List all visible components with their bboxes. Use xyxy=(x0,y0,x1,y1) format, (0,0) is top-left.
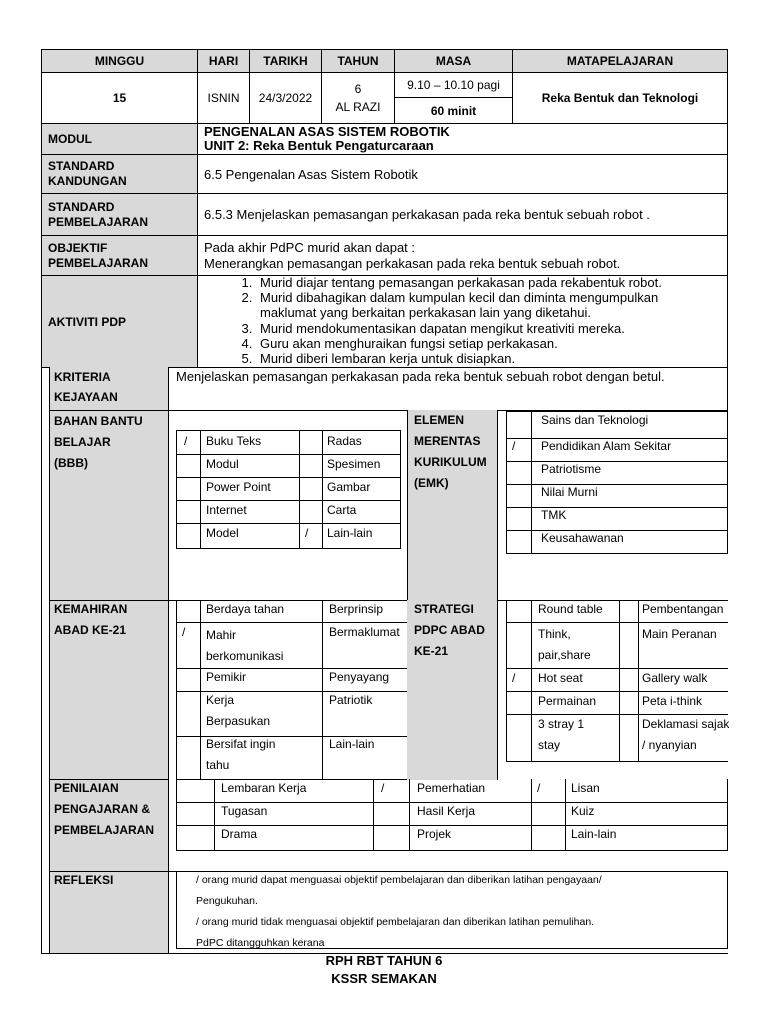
objektif-label-1: OBJEKTIF xyxy=(48,240,108,255)
penilaian-item: Pemerhatian xyxy=(417,781,486,795)
abad21-label xyxy=(54,599,166,641)
refleksi-line: / orang murid tidak menguasai objektif pembelajaran dan diberikan latihan pemulihan. xyxy=(196,916,595,928)
strategi-item xyxy=(538,624,591,666)
standard-pembelajaran-label xyxy=(41,193,198,236)
emk-label-1: ELEMEN xyxy=(414,413,465,427)
standard-kandungan-label-2: KANDUNGAN xyxy=(48,174,127,188)
emk-label-2: MERENTAS xyxy=(414,434,481,448)
grid-line xyxy=(507,622,728,623)
grid-line xyxy=(177,802,727,803)
modul-value xyxy=(197,123,728,155)
strategi-item-line: pair,share xyxy=(538,648,591,662)
grid-line xyxy=(531,779,532,850)
abad21-item-line: berkomunikasi xyxy=(206,649,284,663)
grid-line xyxy=(177,825,727,826)
tarikh-value: 24/3/2022 xyxy=(249,72,322,124)
penilaian-item: Projek xyxy=(417,827,452,841)
grid-line xyxy=(507,668,728,669)
penilaian-item: Tugasan xyxy=(221,804,268,818)
emk-item: TMK xyxy=(541,508,567,522)
bbb-label-2: BELAJAR xyxy=(54,435,111,449)
refleksi-line: PdPC ditangguhkan kerana xyxy=(196,937,325,949)
emk-label-4: (EMK) xyxy=(414,476,449,490)
strategi-item-line: Deklamasi sajak xyxy=(642,717,730,731)
bbb-item: Radas xyxy=(327,434,362,448)
bbb-item: Model xyxy=(206,526,239,540)
strategi-item: Main Peranan xyxy=(642,627,717,641)
grid-line xyxy=(507,691,728,692)
aktiviti-item: 3. Murid mendokumentasikan dapatan mengikut kreativiti mereka. xyxy=(256,321,727,336)
penilaian-item: Kuiz xyxy=(571,804,595,818)
hari-value: ISNIN xyxy=(197,72,250,124)
emk-item: Nilai Murni xyxy=(541,485,598,499)
modul-unit: UNIT 2: Reka Bentuk Pengaturcaraan xyxy=(204,138,434,153)
kriteria-label-2: KEJAYAAN xyxy=(54,390,118,404)
bbb-tick: / xyxy=(184,434,188,448)
aktiviti-label: AKTIVITI PDP xyxy=(41,275,198,368)
objektif-label-2: PEMBELAJARAN xyxy=(48,255,149,270)
grid-line xyxy=(531,412,532,553)
bbb-label xyxy=(54,411,166,474)
header-tarikh-label: TARIKH xyxy=(249,49,322,73)
strategi-item: Pembentangan xyxy=(642,602,724,616)
standard-kandungan-label xyxy=(41,154,198,194)
grid-line xyxy=(214,779,215,850)
penilaian-tick: / xyxy=(537,781,541,795)
emk-label xyxy=(414,410,498,494)
masa-duration: 60 minit xyxy=(394,97,513,124)
bbb-tick: / xyxy=(305,526,309,540)
strategi-item: Gallery walk xyxy=(642,671,708,685)
abad21-item: Berprinsip xyxy=(329,602,384,616)
penilaian-item: Lisan xyxy=(571,781,600,795)
penilaian-label-1: PENILAIAN xyxy=(54,781,119,795)
refleksi-line: Pengukuhan. xyxy=(196,895,258,907)
bbb-item: Internet xyxy=(206,503,247,517)
emk-tick: / xyxy=(512,439,516,453)
emk-item: Pendidikan Alam Sekitar xyxy=(541,439,672,453)
objektif-intro: Pada akhir PdPC murid akan dapat : xyxy=(204,239,416,255)
strategi-label-2: PDPC ABAD xyxy=(414,623,485,637)
standard-pembelajaran-value: 6.5.3 Menjelaskan pemasangan perkakasan pada reka bentuk sebuah robot . xyxy=(197,193,728,236)
bbb-label-1: BAHAN BANTU xyxy=(54,414,143,428)
grid-line xyxy=(507,461,727,462)
abad21-item: Patriotik xyxy=(329,693,373,707)
abad21-item-line: Bersifat ingin xyxy=(206,737,276,751)
standard-kandungan-label-1: STANDARD xyxy=(48,159,115,173)
kriteria-value: Menjelaskan pemasangan perkakasan pada reka bentuk sebuah robot dengan betul. xyxy=(168,367,728,411)
aktiviti-list xyxy=(198,275,727,366)
strategi-item: Round table xyxy=(538,602,603,616)
header-hari-label: HARI xyxy=(197,49,250,73)
penilaian-item: Lain-lain xyxy=(571,827,617,841)
strategi-item xyxy=(642,714,729,756)
penilaian-label-2: PENGAJARAN & xyxy=(54,802,151,816)
grid-line xyxy=(177,500,400,501)
kriteria-label xyxy=(54,367,166,407)
grid-line xyxy=(177,622,407,623)
abad21-item: Penyayang xyxy=(329,670,390,684)
strategi-label xyxy=(414,599,498,662)
emk-item: Sains dan Teknologi xyxy=(541,413,649,427)
penilaian-item: Drama xyxy=(221,827,258,841)
bbb-item: Carta xyxy=(327,503,357,517)
strategi-item-line: stay xyxy=(538,738,561,752)
minggu-value: 15 xyxy=(41,72,198,124)
abad21-item xyxy=(206,734,275,776)
bbb-item: Gambar xyxy=(327,480,371,494)
footer-subtitle: KSSR SEMAKAN xyxy=(331,971,437,986)
abad21-label-2: ABAD KE-21 xyxy=(54,623,127,637)
grid-line xyxy=(638,600,639,761)
abad21-item-line: Kerja xyxy=(206,693,235,707)
grid-line xyxy=(177,668,407,669)
emk-item: Patriotisme xyxy=(541,462,602,476)
tahun-value xyxy=(321,72,395,124)
grid-line xyxy=(531,600,532,761)
footer-title: RPH RBT TAHUN 6 xyxy=(325,953,443,968)
header-minggu-label: MINGGU xyxy=(41,49,198,73)
strategi-item xyxy=(538,714,584,756)
emk-item: Keusahawanan xyxy=(541,531,624,545)
abad21-item: Bermaklumat xyxy=(329,625,400,639)
bbb-label-3: (BBB) xyxy=(54,456,88,470)
tahun-class: AL RAZI xyxy=(335,100,381,114)
penilaian-label-3: PEMBELAJARAN xyxy=(54,823,155,837)
bbb-item: Spesimen xyxy=(327,457,381,471)
penilaian-tick: / xyxy=(381,781,385,795)
grid-line xyxy=(299,431,300,548)
grid-line xyxy=(322,600,323,779)
penilaian-label xyxy=(54,778,166,841)
aktiviti-item: 4. Guru akan menghuraikan fungsi setiap perkakasan. xyxy=(256,336,727,351)
grid-line xyxy=(200,600,201,779)
abad21-item-line: Mahir xyxy=(206,628,237,642)
emk-label-3: KURIKULUM xyxy=(414,455,487,469)
strategi-item-line: 3 stray 1 xyxy=(538,717,585,731)
aktiviti-item: 2. Murid dibahagikan dalam kumpulan kecil dan diminta mengumpulkan maklumat yang berkaitan perkakasan lain yang diketahui. xyxy=(256,290,727,320)
bbb-item: Lain-lain xyxy=(327,526,373,540)
grid-line xyxy=(177,523,400,524)
objektif-label xyxy=(41,235,198,276)
abad21-item xyxy=(206,625,283,667)
grid-line xyxy=(409,779,410,850)
header-masa-label: MASA xyxy=(394,49,513,73)
strategi-item: Peta i-think xyxy=(642,694,703,708)
header-tahun-label: TAHUN xyxy=(321,49,395,73)
strategi-label-3: KE-21 xyxy=(414,644,449,658)
tahun-number: 6 xyxy=(354,82,362,96)
objektif-value xyxy=(197,235,728,276)
strategi-item-line: / nyanyian xyxy=(642,738,697,752)
matapelajaran-value: Reka Bentuk dan Teknologi xyxy=(512,72,728,124)
modul-label: MODUL xyxy=(41,123,198,155)
bbb-item: Buku Teks xyxy=(206,434,262,448)
abad21-item xyxy=(206,690,270,732)
strategi-item: Permainan xyxy=(538,694,597,708)
strategi-item-line: Think, xyxy=(538,627,571,641)
grid-line xyxy=(177,454,400,455)
abad21-item: Berdaya tahan xyxy=(206,602,285,616)
grid-line xyxy=(200,431,201,548)
abad21-item-line: Berpasukan xyxy=(206,714,271,728)
abad21-item-line: tahu xyxy=(206,758,230,772)
refleksi-text xyxy=(196,870,726,954)
penilaian-item: Hasil Kerja xyxy=(417,804,476,818)
masa-time: 9.10 – 10.10 pagi xyxy=(394,72,513,98)
abad21-label-1: KEMAHIRAN xyxy=(54,602,128,616)
bbb-item: Power Point xyxy=(206,480,271,494)
header-matapelajaran-label: MATAPELAJARAN xyxy=(512,49,728,73)
aktiviti-list-cell xyxy=(197,275,728,368)
footer xyxy=(0,952,768,988)
refleksi-line: / orang murid dapat menguasai objektif pembelajaran dan diberikan latihan pengayaan/ xyxy=(196,874,602,886)
grid-line xyxy=(373,779,374,850)
modul-title: PENGENALAN ASAS SISTEM ROBOTIK xyxy=(204,124,450,139)
strategi-label-1: STRATEGI xyxy=(414,602,474,616)
standard-pembelajaran-label-1: STANDARD xyxy=(48,199,115,214)
standard-pembelajaran-label-2: PEMBELAJARAN xyxy=(48,214,149,229)
aktiviti-item: 5. Murid diberi lembaran kerja untuk disiapkan. xyxy=(256,351,727,366)
penilaian-item: Lembaran Kerja xyxy=(221,781,307,795)
strategi-item: Hot seat xyxy=(538,671,583,685)
abad21-tick: / xyxy=(182,625,186,639)
grid-line xyxy=(619,600,620,761)
aktiviti-item: 1. Murid diajar tentang pemasangan perkakasan pada rekabentuk robot. xyxy=(256,275,727,290)
abad21-item: Pemikir xyxy=(206,670,247,684)
abad21-item: Lain-lain xyxy=(329,737,375,751)
strategi-tick: / xyxy=(512,671,516,685)
grid-line xyxy=(565,779,566,850)
grid-line xyxy=(322,431,323,548)
refleksi-label: REFLEKSI xyxy=(54,873,114,887)
objektif-statement: Menerangkan pemasangan perkakasan pada reka bentuk sebuah robot. xyxy=(204,255,621,271)
bbb-item: Modul xyxy=(206,457,239,471)
standard-kandungan-value: 6.5 Pengenalan Asas Sistem Robotik xyxy=(197,154,728,194)
grid-line xyxy=(507,484,727,485)
kriteria-label-1: KRITERIA xyxy=(54,370,111,384)
grid-line xyxy=(507,507,727,508)
grid-line xyxy=(177,477,400,478)
